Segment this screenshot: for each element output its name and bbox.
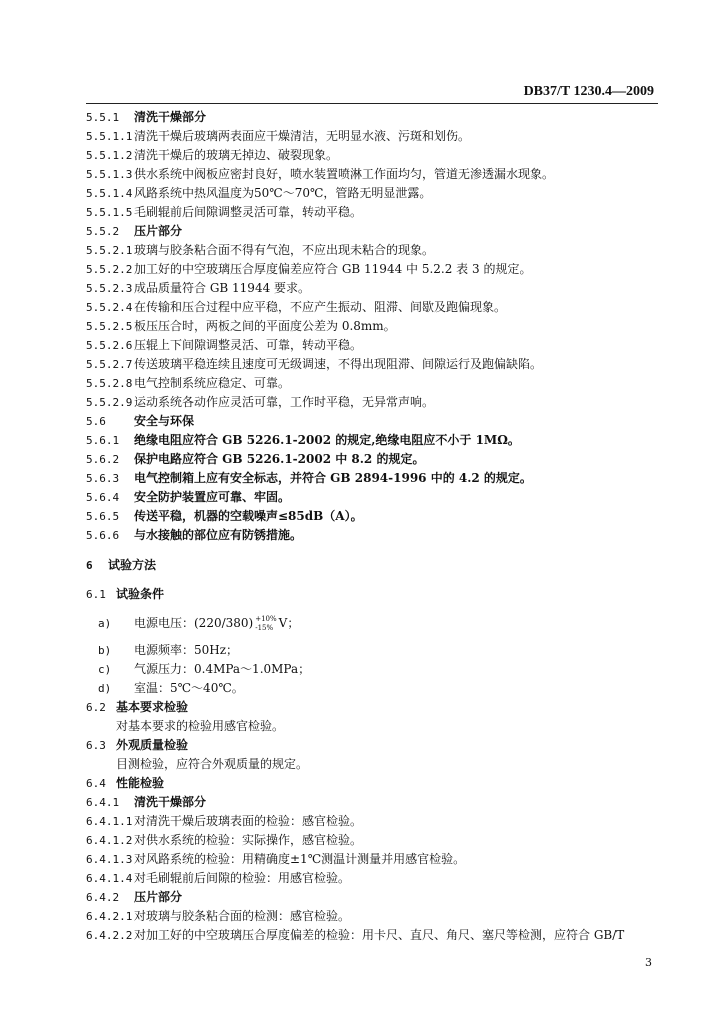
clause-text: 压片部分 <box>134 224 183 238</box>
clause-line <box>86 165 664 184</box>
clause-text: 成品质量符合 GB 11944 要求。 <box>134 281 311 295</box>
clause-number: 5.6.6 <box>86 529 120 542</box>
clause-line <box>86 450 664 469</box>
doc-code-header: DB37/T 1230.4—2009 <box>523 84 654 99</box>
item-label: b) <box>98 644 112 657</box>
clause-number: 6.4.1 <box>86 796 120 809</box>
clause-line <box>86 336 664 355</box>
clause-text: 板压压合时，两板之间的平面度公差为 0.8mm。 <box>134 319 396 333</box>
clause-text: 传送玻璃平稳连续且速度可无级调速，不得出现阻滞、间隙运行及跑偏缺陷。 <box>134 357 543 371</box>
clause-number: 5.5.2.9 <box>86 396 133 409</box>
clause-number: 5.5.2 <box>86 225 120 238</box>
clause-number: 5.5.1.5 <box>86 206 133 219</box>
clause-line <box>86 317 664 336</box>
clause-text: 风路系统中热风温度为50℃～70℃，管路无明显泄露。 <box>134 186 432 200</box>
clause-text: 电气控制系统应稳定、可靠。 <box>134 376 291 390</box>
clause-line <box>86 869 664 888</box>
section-6-1-heading <box>86 585 664 604</box>
clause-number: 5.5.1.1 <box>86 130 133 143</box>
clause-number: 6.4.2.2 <box>86 929 133 942</box>
clause-text: 传送平稳，机器的空载噪声≤85dB（A）。 <box>134 509 363 523</box>
section-6-heading <box>86 556 664 575</box>
section-6-2-body: 对基本要求的检验用感官检验。 <box>116 719 285 733</box>
section-title: 性能检验 <box>116 776 165 790</box>
voltage-tolerance <box>255 615 276 633</box>
clause-text: 毛刷辊前后间隙调整灵活可靠，转动平稳。 <box>134 205 363 219</box>
clause-line <box>86 127 664 146</box>
clause-number: 6.4.1.2 <box>86 834 133 847</box>
clause-number: 6.4.2 <box>86 891 120 904</box>
clause-line <box>86 469 664 488</box>
clause-line <box>86 203 664 222</box>
section-number: 6.3 <box>86 739 106 752</box>
clause-number: 5.5.2.7 <box>86 358 133 371</box>
clause-line <box>86 374 664 393</box>
clause-text: 安全防护装置应可靠、牢固。 <box>134 490 291 504</box>
clause-line <box>86 146 664 165</box>
clause-line <box>86 850 664 869</box>
clause-line <box>86 412 664 431</box>
clause-text: 压片部分 <box>134 890 183 904</box>
item-label: d) <box>98 682 112 695</box>
section-number: 6.2 <box>86 701 106 714</box>
clause-line <box>86 907 664 926</box>
clause-number: 6.4.1.3 <box>86 853 133 866</box>
clause-number: 5.5.2.5 <box>86 320 133 333</box>
clause-line <box>86 222 664 241</box>
clause-number: 5.6.2 <box>86 453 120 466</box>
section-6-3-heading <box>86 736 664 755</box>
section-6-4-heading <box>86 774 664 793</box>
section-6-3-body: 目测检验，应符合外观质量的规定。 <box>116 757 309 771</box>
clause-line <box>86 431 664 450</box>
clause-text: 玻璃与胶条粘合面不得有气泡，不应出现未粘合的现象。 <box>134 243 435 257</box>
clause-number: 6.4.1.1 <box>86 815 133 828</box>
clause-text: 清洗干燥后的玻璃无掉边、破裂现象。 <box>134 148 339 162</box>
clause-line <box>86 260 664 279</box>
clause-number: 5.5.2.1 <box>86 244 133 257</box>
clause-line <box>86 298 664 317</box>
clause-line <box>86 926 664 945</box>
condition-d <box>98 679 664 698</box>
section-number: 6.4 <box>86 777 106 790</box>
clause-number: 5.6.3 <box>86 472 120 485</box>
clause-text: 压辊上下间隙调整灵活、可靠，转动平稳。 <box>134 338 363 352</box>
clause-number: 5.5.2.6 <box>86 339 133 352</box>
clause-number: 5.6.5 <box>86 510 120 523</box>
section-title: 试验条件 <box>116 587 165 601</box>
clause-number: 5.6.4 <box>86 491 120 504</box>
clause-line <box>86 526 664 545</box>
clause-text: 加工好的中空玻璃压合厚度偏差应符合 GB 11944 中 5.2.2 表 3 的规定。 <box>134 262 532 276</box>
clause-line <box>86 793 664 812</box>
clause-line <box>86 184 664 203</box>
clause-line <box>86 888 664 907</box>
item-label: c) <box>98 663 112 676</box>
clause-line <box>86 241 664 260</box>
item-label: a) <box>98 617 112 630</box>
item-text: 气源压力：0.4MPa～1.0MPa； <box>134 662 311 676</box>
clause-text: 清洗干燥部分 <box>134 110 207 124</box>
clause-number: 5.5.1.2 <box>86 149 133 162</box>
item-text: 电源电压：(220/380) <box>134 616 254 630</box>
clause-number: 5.5.2.3 <box>86 282 133 295</box>
clause-text: 对加工好的中空玻璃压合厚度偏差的检验：用卡尺、直尺、角尺、塞尺等检测，应符合 GB/T <box>134 928 625 942</box>
item-text: 室温：5℃～40℃。 <box>134 681 244 695</box>
clause-text: 安全与环保 <box>134 414 195 428</box>
item-unit: V； <box>278 616 300 630</box>
clause-number: 5.5.2.4 <box>86 301 133 314</box>
clause-number: 5.6 <box>86 415 106 428</box>
clause-text: 绝缘电阻应符合 GB 5226.1-2002 的规定,绝缘电阻应不小于 1MΩ。 <box>134 433 520 447</box>
section-title: 试验方法 <box>108 558 157 572</box>
section-title: 基本要求检验 <box>116 700 189 714</box>
clause-text: 与水接触的部位应有防锈措施。 <box>134 528 303 542</box>
page-number: 3 <box>645 956 652 969</box>
clause-line <box>86 507 664 526</box>
tolerance-lower: -15% <box>255 623 274 632</box>
clause-text: 对供水系统的检验：实际操作，感官检验。 <box>134 833 363 847</box>
clause-line <box>86 393 664 412</box>
clause-text: 保护电路应符合 GB 5226.1-2002 中 8.2 的规定。 <box>134 452 425 466</box>
clause-line <box>86 812 664 831</box>
section-title: 外观质量检验 <box>116 738 189 752</box>
clause-text: 清洗干燥后玻璃两表面应干燥清洁，无明显水液、污斑和划伤。 <box>134 129 471 143</box>
clause-number: 6.4.1.4 <box>86 872 133 885</box>
clause-number: 5.5.1 <box>86 111 120 124</box>
section-6-2-heading <box>86 698 664 717</box>
clause-number: 5.5.1.4 <box>86 187 133 200</box>
clause-text: 对玻璃与胶条粘合面的检测：感官检验。 <box>134 909 351 923</box>
condition-b <box>98 641 664 660</box>
clause-number: 6.4.2.1 <box>86 910 133 923</box>
clause-text: 运动系统各动作应灵活可靠，工作时平稳，无异常声响。 <box>134 395 435 409</box>
clause-line <box>86 831 664 850</box>
clause-number: 5.6.1 <box>86 434 120 447</box>
clause-line <box>86 108 664 127</box>
clause-text: 清洗干燥部分 <box>134 795 207 809</box>
clause-text: 对风路系统的检验：用精确度±1℃测温计测量并用感官检验。 <box>134 852 466 866</box>
item-text: 电源频率：50Hz； <box>134 643 239 657</box>
clause-number: 5.5.2.2 <box>86 263 133 276</box>
condition-a <box>98 614 664 634</box>
clause-text: 在传输和压合过程中应平稳，不应产生振动、阻滞、间歇及跑偏现象。 <box>134 300 507 314</box>
tolerance-upper: +10% <box>255 614 277 623</box>
clause-number: 5.5.2.8 <box>86 377 133 390</box>
clause-line <box>86 355 664 374</box>
clause-text: 电气控制箱上应有安全标志，并符合 GB 2894-1996 中的 4.2 的规定。 <box>134 471 532 485</box>
clause-number: 5.5.1.3 <box>86 168 133 181</box>
clause-text: 对清洗干燥后玻璃表面的检验：感官检验。 <box>134 814 363 828</box>
clause-line <box>86 488 664 507</box>
condition-c <box>98 660 664 679</box>
header-rule <box>86 103 658 104</box>
clause-text: 供水系统中阀板应密封良好，喷水装置喷淋工作面均匀，管道无渗透漏水现象。 <box>134 167 555 181</box>
clause-text: 对毛刷辊前后间隙的检验：用感官检验。 <box>134 871 351 885</box>
section-number: 6 <box>86 559 93 572</box>
section-number: 6.1 <box>86 588 106 601</box>
clause-line <box>86 279 664 298</box>
